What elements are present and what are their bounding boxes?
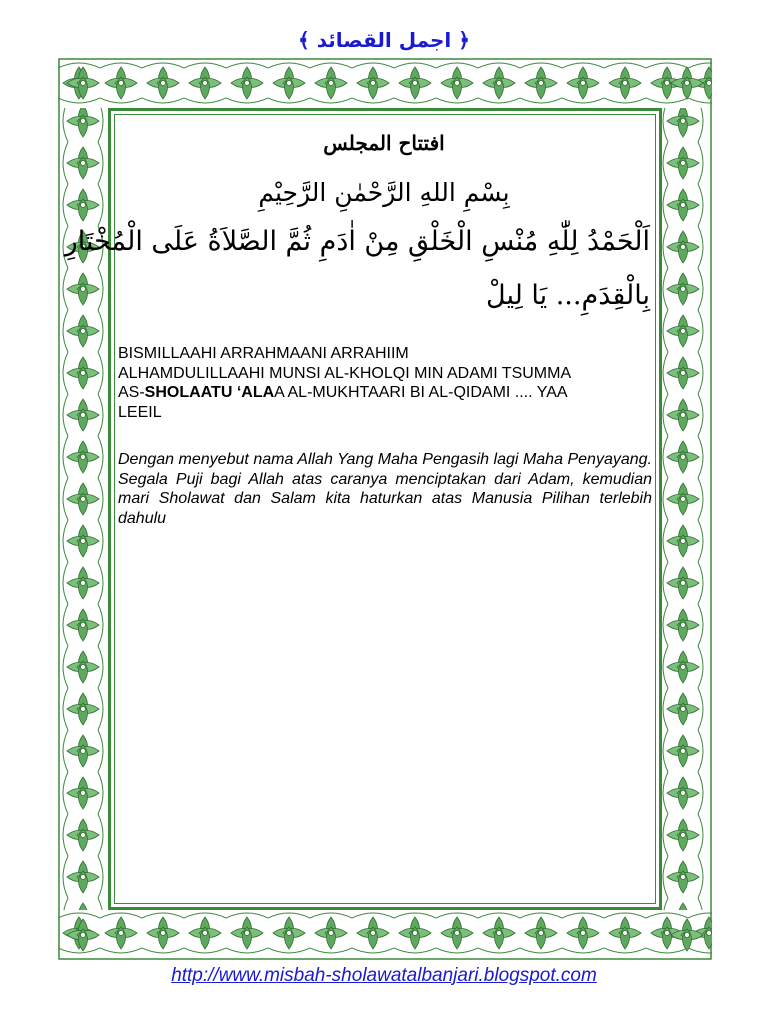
arabic-verse-line-1: اَلْحَمْدُ لِلّٰهِ مُنْسِ الْخَلْقِ مِنْ اٰدَمِ ثُمَّ الصَّلاَةُ عَلَى الْمُخْتَارِ [64, 226, 650, 257]
page-header-title: ﴿ اجمل القصائد ﴾ [298, 28, 470, 52]
arabic-verse-line-2: بِالْقِدَمِ... يَا لِيلْ [486, 280, 650, 311]
transliteration-line-1: BISMILLAAHI ARRAHMAANI ARRAHIIM [118, 345, 409, 362]
blog-link[interactable]: http://www.misbah-sholawatalbanjari.blogspot.com [171, 965, 597, 986]
transliteration-line-3-rest: A AL-MUKHTAARI BI AL-QIDAMI .... YAA [274, 384, 568, 401]
transliteration-line-3-prefix: AS- [118, 384, 145, 401]
transliteration-block [118, 344, 652, 422]
transliteration-line-2: ALHAMDULILLAAHI MUNSI AL-KHOLQI MIN ADAMI TSUMMA [118, 364, 572, 382]
translation-paragraph: Dengan menyebut nama Allah Yang Maha Pengasih lagi Maha Penyayang. Segala Puji bagi Allah atas caranya menciptakan dari Adam, kemudian mari Sholawat dan Salam kita haturkan atas Manusia Pilihan terlebih dahulu [118, 451, 652, 527]
transliteration-line-4: LEEIL [118, 403, 162, 421]
section-title: افتتاح المجلس [323, 131, 445, 155]
transliteration-line-3 [118, 383, 652, 403]
basmala-line: بِسْمِ اللهِ الرَّحْمٰنِ الرَّحِيْمِ [258, 178, 510, 207]
transliteration-bold-phrase: SHOLAATU ‘ALA [144, 384, 275, 401]
